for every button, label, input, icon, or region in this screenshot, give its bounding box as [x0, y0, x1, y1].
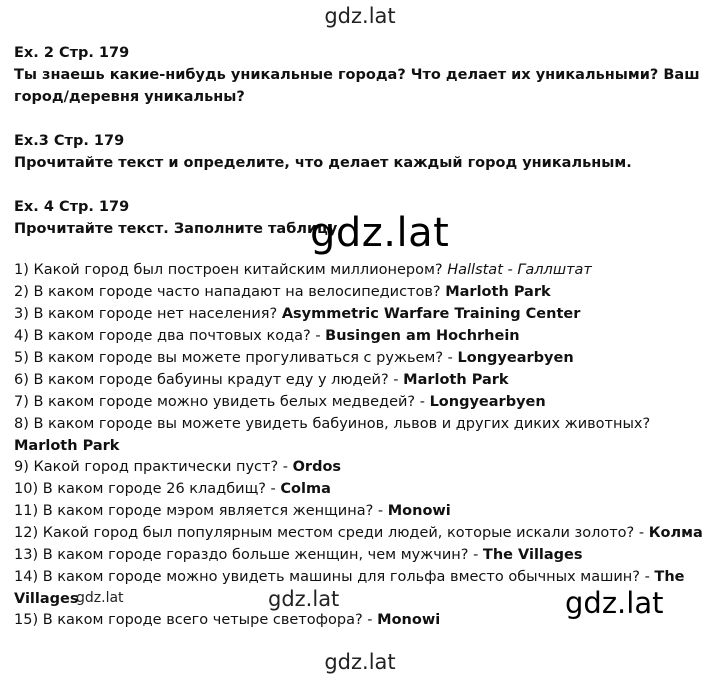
answer: Колма — [648, 525, 703, 541]
list-item: 7) В каком городе можно увидеть белых медведей? - Longyearbyen — [14, 394, 546, 410]
watermark-right: gdz.lat — [565, 586, 664, 620]
exercise-2-title: Ex. 2 Стр. 179 — [14, 45, 130, 61]
list-item: 8) В каком городе вы можете увидеть бабуинов, львов и других диких животных? Marloth Park — [14, 416, 651, 454]
answer: The Villages — [482, 547, 583, 563]
watermark-small: gdz.lat — [76, 590, 124, 606]
watermark-bottom: gdz.lat — [324, 650, 396, 674]
exercise-3 — [14, 130, 704, 174]
answer: Ordos — [292, 459, 342, 475]
watermark-mid: gdz.lat — [268, 587, 340, 611]
answer: Colma — [280, 481, 331, 497]
watermark-top: gdz.lat — [324, 4, 396, 28]
list-item: 14) В каком городе можно увидеть машины для гольфа вместо обычных машин? - The Villages — [14, 569, 685, 607]
list-item: 10) В каком городе 26 кладбищ? - Colma — [14, 481, 331, 497]
answer: Monowi — [387, 503, 451, 519]
answer: Marloth Park — [445, 284, 551, 300]
list-item: 2) В каком городе часто нападают на велосипедистов? Marloth Park — [14, 284, 551, 300]
answer: Busingen am Hochrhein — [325, 328, 520, 344]
list-item: 5) В каком городе вы можете прогуливаться с ружьем? - Longyearbyen — [14, 350, 574, 366]
answer: Asymmetric Warfare Training Center — [281, 306, 581, 322]
list-item: 11) В каком городе мэром является женщина? - Monowi — [14, 503, 451, 519]
exercise-3-title: Ex.3 Стр. 179 — [14, 133, 125, 149]
list-item: 12) Какой город был популярным местом среди людей, которые искали золото? - Колма — [14, 525, 703, 541]
exercise-2-text: Ты знаешь какие-нибудь уникальные города? Что делает их уникальными? Ваш город/деревня уникальны? — [14, 67, 700, 105]
list-item: 1) Какой город был построен китайским миллионером? Hallstat - Галлштат — [14, 262, 592, 278]
answer: Marloth Park — [403, 372, 509, 388]
list-item: 3) В каком городе нет населения? Asymmetric Warfare Training Center — [14, 306, 581, 322]
list-item: 6) В каком городе бабуины крадут еду у людей? - Marloth Park — [14, 372, 509, 388]
exercise-4-title: Ex. 4 Стр. 179 — [14, 199, 130, 215]
list-item: 15) В каком городе всего четыре светофора? - Monowi — [14, 612, 441, 628]
exercise-4-text: Прочитайте текст. Заполните таблицу. — [14, 221, 343, 237]
answer: Hallstat - Галлштат — [447, 262, 592, 278]
exercise-3-text: Прочитайте текст и определите, что делает каждый город уникальным. — [14, 155, 632, 171]
answer: The Villages — [14, 569, 685, 607]
answer: Longyearbyen — [457, 350, 574, 366]
list-item: 9) Какой город практически пуст? - Ordos — [14, 459, 342, 475]
watermark-big: gdz.lat — [310, 210, 450, 256]
list-item: 4) В каком городе два почтовых кода? - Busingen am Hochrhein — [14, 328, 520, 344]
answer: Monowi — [377, 612, 441, 628]
answer: Longyearbyen — [429, 394, 546, 410]
exercise-2 — [14, 42, 704, 108]
answer: Marloth Park — [14, 437, 120, 454]
list-item: 13) В каком городе гораздо больше женщин, чем мужчин? - The Villages — [14, 547, 583, 563]
